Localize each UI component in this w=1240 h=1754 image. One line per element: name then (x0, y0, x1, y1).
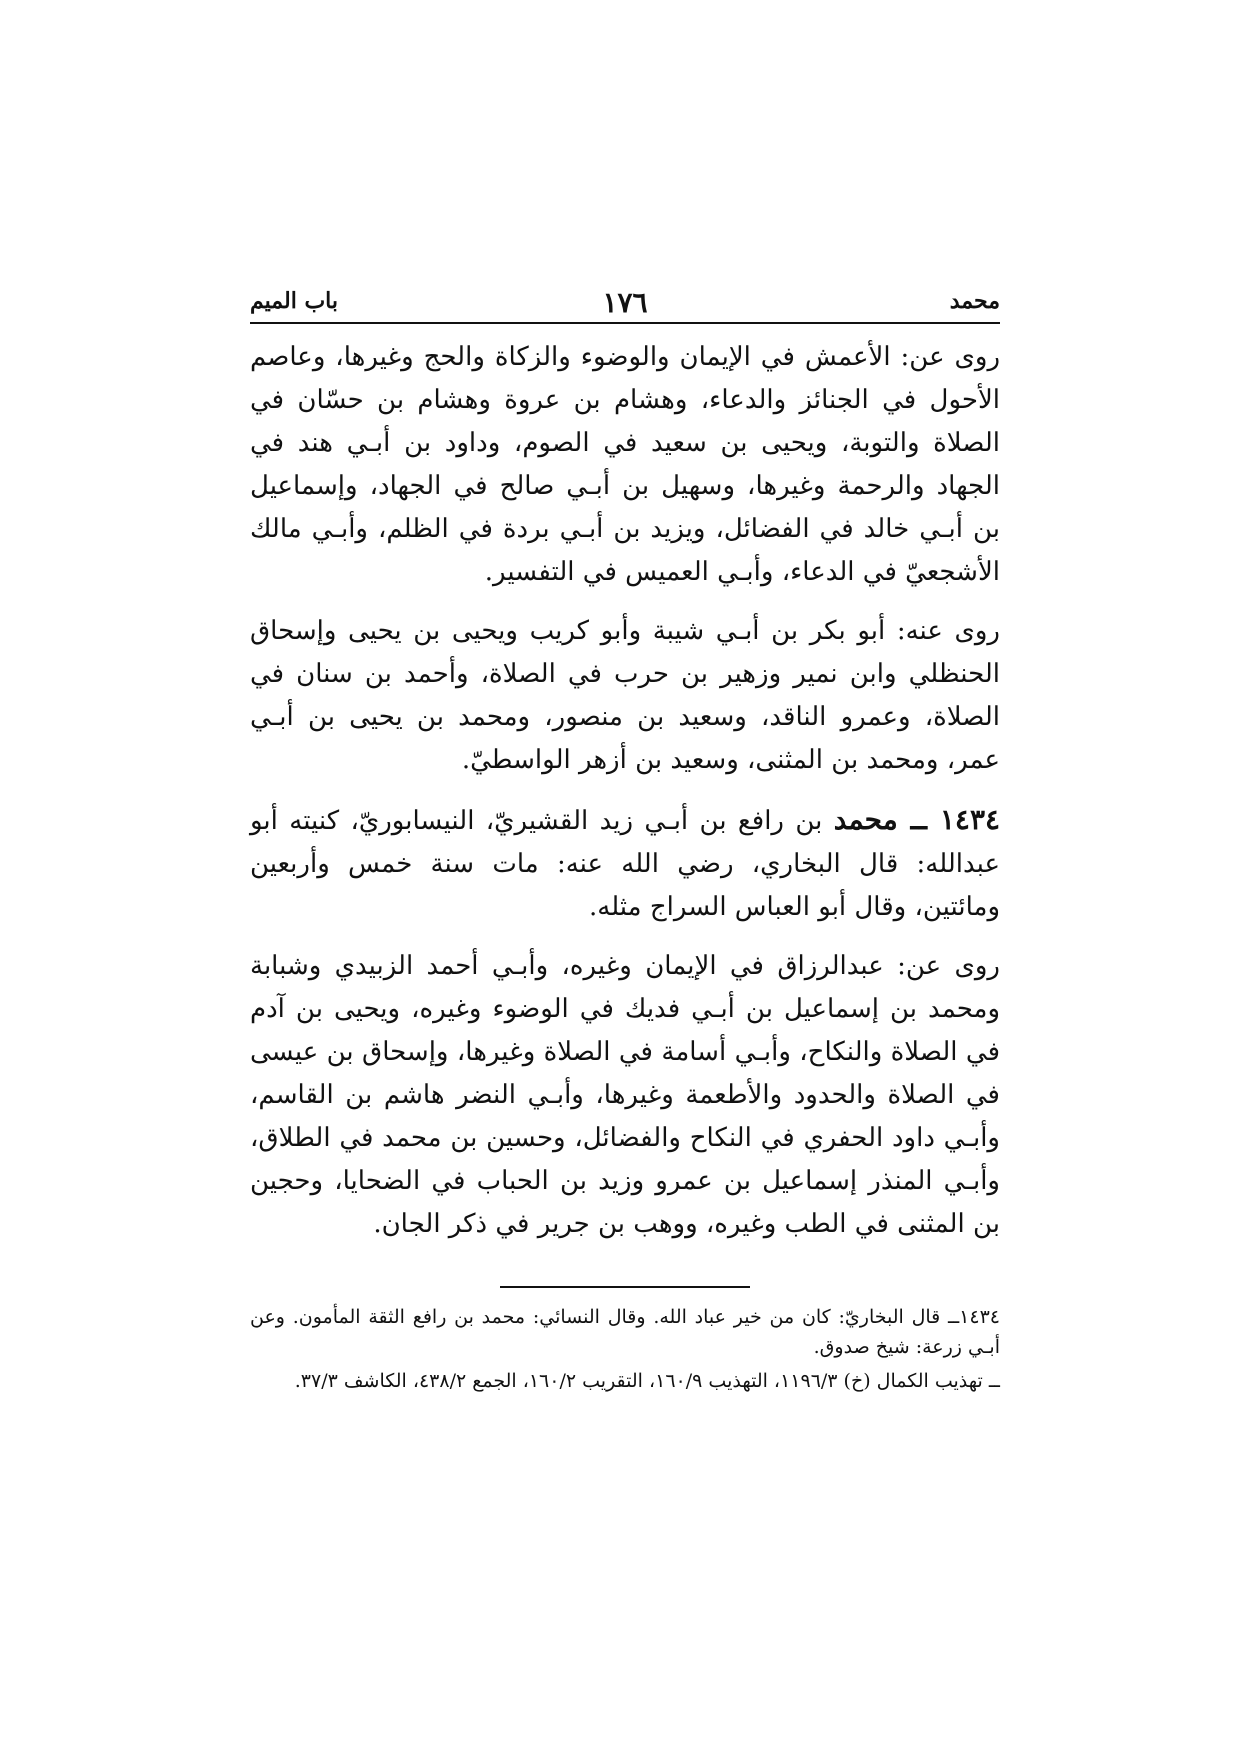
running-header (250, 282, 1000, 324)
entry-heading: ١٤٣٤ ــ محمد (833, 803, 1001, 836)
paragraph-entry-1434 (250, 798, 1000, 929)
footnote-divider (500, 1286, 750, 1288)
main-text (250, 336, 1000, 1246)
footnote-2: ــ تهذيب الكمال (خ) ١١٩٦/٣، التهذيب ١٦٠/٩، التقريب ١٦٠/٢، الجمع ٤٣٨/٢، الكاشف ٣٧/٣. (294, 1370, 1000, 1392)
paragraph-narrated-from: روى عن: الأعمش في الإيمان والوضوء والزكاة والحج وغيرها، وعاصم الأحول في الجنائز والدعاء، وهشام بن عروة وهشام بن حسّان في الصلاة والتوبة، ويحيى بن سعيد في الصوم، وداود بن أبـي هند في الجهاد والرحمة وغيرها، وسهيل بن أبـي صالح في الجهاد، وإسماعيل بن أبـي خالد في الفضائل، ويزيد بن أبـي بردة في الظلم، وأبـي مالك الأشجعيّ في الدعاء، وأبـي العميس في التفسير. (250, 342, 1000, 587)
entry-body: بن رافع بن أبـي زيد القشيريّ، النيسابوريّ، كنيته أبو عبدالله: قال البخاري، رضي الله عنه: مات سنة خمس وأربعين ومائتين، وقال أبو العباس السراج مثله. (250, 806, 1000, 922)
paragraph-narrated-by: روى عنه: أبو بكر بن أبـي شيبة وأبو كريب ويحيى بن يحيى وإسحاق الحنظلي وابن نمير وزهير بن حرب في الصلاة، وأحمد بن سنان في الصلاة، وعمرو الناقد، وسعيد بن منصور، ومحمد بن يحيى بن أبـي عمر، ومحمد بن المثنى، وسعيد بن أزهر الواسطيّ. (250, 616, 1000, 775)
paragraph-entry-narrated-from: روى عن: عبدالرزاق في الإيمان وغيره، وأبـي أحمد الزبيدي وشبابة ومحمد بن إسماعيل بن أبـي فديك في الوضوء وغيره، ويحيى بن آدم في الصلاة والنكاح، وأبـي أسامة في الصلاة وغيرها، وإسحاق بن عيسى في الصلاة والحدود والأطعمة وغيرها، وأبـي النضر هاشم بن القاسم، وأبـي داود الحفري في النكاح والفضائل، وحسين بن محمد في الطلاق، وأبـي المنذر إسماعيل بن عمرو وزيد بن الحباب في الضحايا، وحجين بن المثنى في الطب وغيره، ووهب بن جرير في ذكر الجان. (250, 951, 1000, 1239)
header-entry-name: محمد (949, 288, 1000, 314)
book-page (250, 282, 1000, 1400)
footnotes (250, 1302, 1000, 1396)
header-chapter-title: باب الميم (250, 288, 339, 314)
page-number: ١٧٦ (602, 286, 648, 319)
footnote-1: ١٤٣٤ــ قال البخاريّ: كان من خير عباد الله. وقال النسائي: محمد بن رافع الثقة المأمون. وعن أبـي زرعة: شيخ صدوق. (250, 1306, 1000, 1358)
